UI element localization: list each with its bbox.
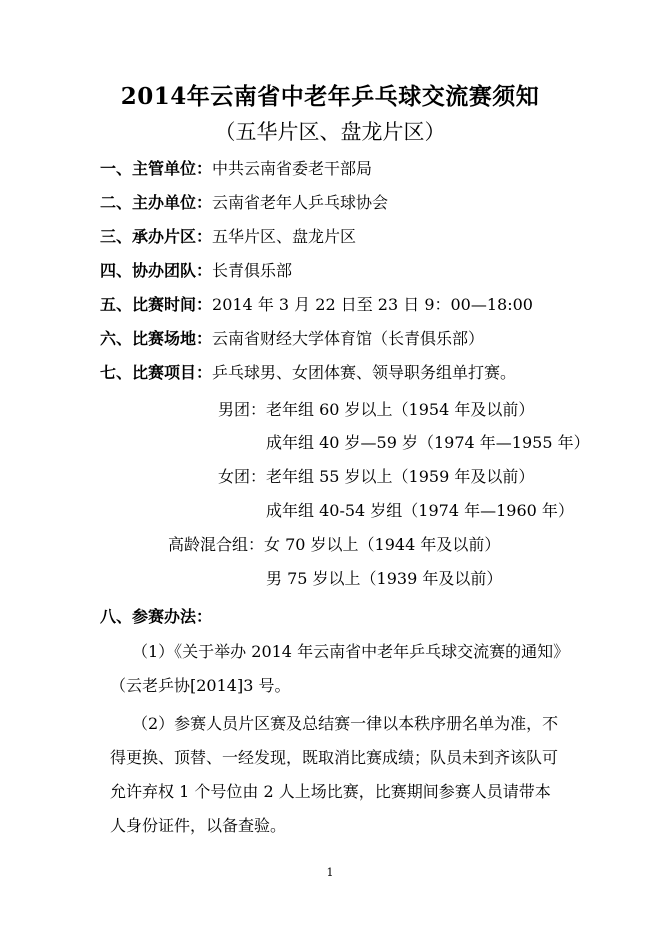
item-host-district (100, 225, 356, 249)
senior-group-women: 女 70 岁以上（1944 年及以前） (264, 535, 501, 554)
women-group-senior: 老年组 55 岁以上（1959 年及以前） (266, 467, 535, 486)
item-value: 五华片区、盘龙片区 (212, 227, 357, 246)
men-group-row-2: 成年组 40 岁—59 岁（1974 年—1955 年） (266, 433, 590, 452)
item-value: 长青俱乐部 (212, 261, 293, 280)
item-organizer (100, 191, 388, 215)
item-value: 中共云南省委老干部局 (212, 159, 373, 178)
women-group-label: 女团： (218, 467, 267, 486)
section8-paragraph-1: （1）《关于举办 2014 年云南省中老年乒乓球交流赛的通知》（云老乒协[2014]3 号。 (110, 642, 562, 695)
women-group-row-2: 成年组 40-54 岁组（1974 年—1960 年） (266, 501, 574, 520)
item-value: 云南省财经大学体育馆（长青俱乐部） (212, 329, 485, 348)
item-co-organizer (100, 259, 292, 283)
section8-paragraph-2: （2）参赛人员片区赛及总结赛一律以本秩序册名单为准，不得更换、顶替、一经发现，既取消比赛成绩；队员未到齐该队可允许弃权 1 个号位由 2 人上场比赛，比赛期间参赛人员请带本人身份证件，以备查验。 (110, 714, 559, 835)
item-label: 一、主管单位： (100, 159, 213, 178)
item-label: 五、比赛时间： (100, 295, 213, 314)
item-label: 二、主办单位： (100, 193, 213, 212)
section8-heading: 八、参赛办法： (100, 607, 213, 626)
item-label: 四、协办团队： (100, 261, 213, 280)
men-group-label: 男团： (218, 400, 267, 419)
men-group-row-1 (218, 398, 534, 422)
item-value: 乒乓球男、女团体赛、领导职务组单打赛。 (212, 363, 517, 382)
item-value: 2014 年 3 月 22 日至 23 日 9：00—18:00 (212, 295, 533, 314)
page-number: 1 (326, 866, 334, 879)
item-value: 云南省老年人乒乓球协会 (212, 193, 389, 212)
women-group-row-1 (218, 465, 534, 489)
men-group-senior: 老年组 60 岁以上（1954 年及以前） (266, 400, 535, 419)
item-match-time (100, 293, 533, 317)
item-label: 三、承办片区： (100, 227, 213, 246)
senior-group-row-1 (168, 533, 500, 557)
document-title: 2014年云南省中老年乒乓球交流赛须知 (120, 83, 540, 110)
item-label: 六、比赛场地： (100, 329, 213, 348)
item-events (100, 361, 516, 385)
item-supervisor (100, 157, 372, 181)
item-venue (100, 327, 484, 351)
item-label: 七、比赛项目： (100, 363, 213, 382)
senior-group-label: 高龄混合组： (168, 535, 265, 554)
document-subtitle: （五华片区、盘龙片区） (214, 120, 446, 144)
senior-group-row-2: 男 75 岁以上（1939 年及以前） (266, 569, 503, 588)
